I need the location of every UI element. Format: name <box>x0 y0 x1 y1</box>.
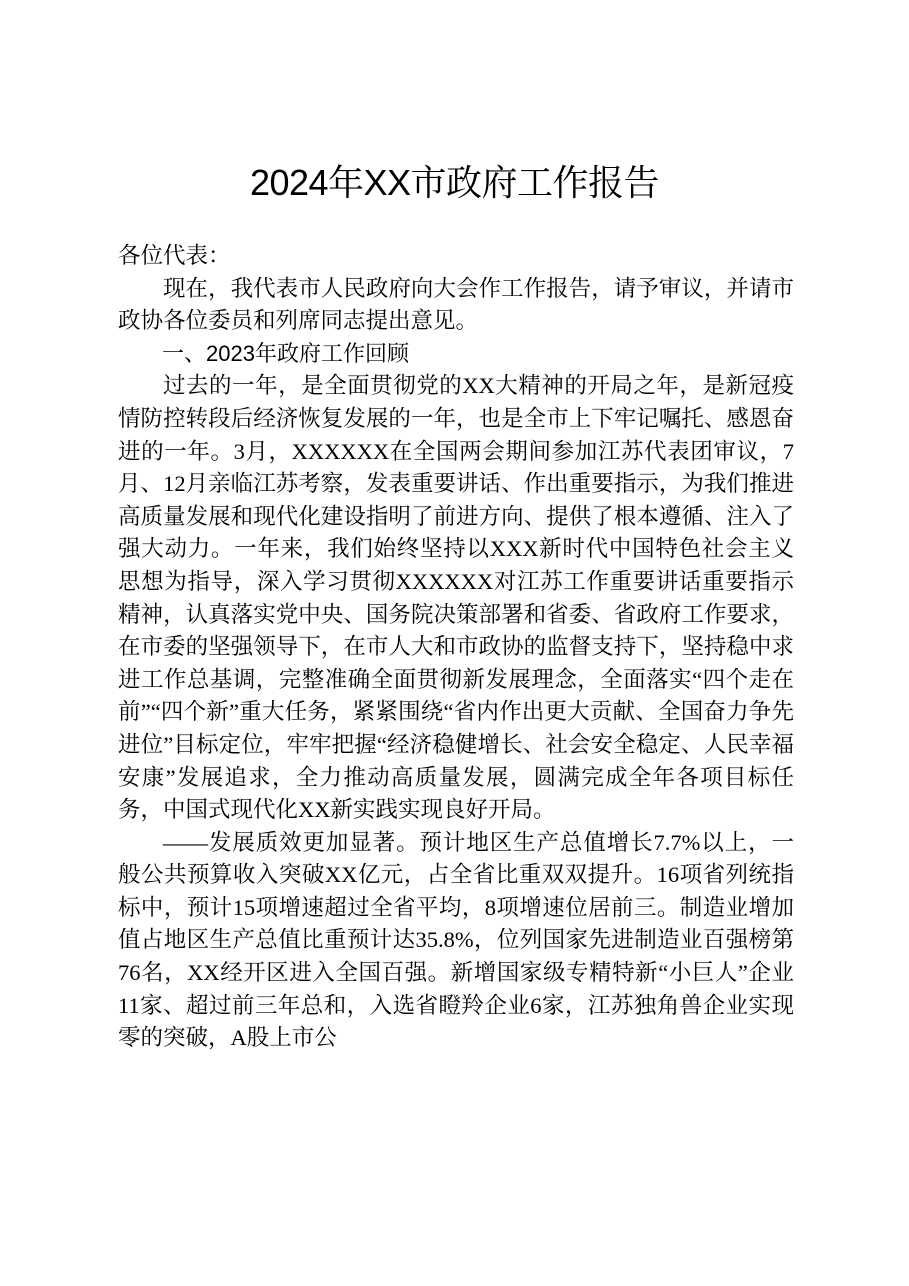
development-paragraph: ——发展质效更加显著。预计地区生产总值增长7.7%以上，一般公共预算收入突破XX亿元，占全省比重双双提升。16项省列统指标中，预计15项增速超过全省平均，8项增速位居前三。制造业增加值占地区生产总值比重预计达35.8%，位列国家先进制造业百强榜第76名，XX经开区进入全国百强。新增国家级专精特新“小巨人”企业11家、超过前三年总和，入选省瞪羚企业6家，江苏独角兽企业实现零的突破，A股上市公 <box>118 829 794 1051</box>
section-heading: 一、2023年政府工作回顾 <box>162 340 409 366</box>
document-body <box>118 240 794 1055</box>
review-paragraph: 过去的一年，是全面贯彻党的XX大精神的开局之年，是新冠疫情防控转段后经济恢复发展的一年，也是全市上下牢记嘱托、感恩奋进的一年。3月，XXXXXX在全国两会期间参加江苏代表团审议，7月、12月亲临江苏考察，发表重要讲话、作出重要指示，为我们推进高质量发展和现代化建设指明了前进方向、提供了根本遵循、注入了强大动力。一年来，我们始终坚持以XXX新时代中国特色社会主义思想为指导，深入学习贯彻XXXXXX对江苏工作重要讲话重要指示精神，认真落实党中央、国务院决策部署和省委、省政府工作要求，在市委的坚强领导下，在市人大和市政协的监督支持下，坚持稳中求进工作总基调，完整准确全面贯彻新发展理念，全面落实“四个走在前”“四个新”重大任务，紧紧围绕“省内作出更大贡献、全国奋力争先进位”目标定位，牢牢把握“经济稳健增长、社会安全稳定、人民幸福安康”发展追求，全力推动高质量发展，圆满完成全年各项目标任务，中国式现代化XX新实践实现良好开局。 <box>118 373 794 823</box>
document-title: 2024年XX市政府工作报告 <box>249 162 660 203</box>
intro-paragraph: 现在，我代表市人民政府向大会作工作报告，请予审议，并请市政协各位委员和列席同志提出意见。 <box>118 275 794 334</box>
salutation: 各位代表： <box>118 243 231 268</box>
